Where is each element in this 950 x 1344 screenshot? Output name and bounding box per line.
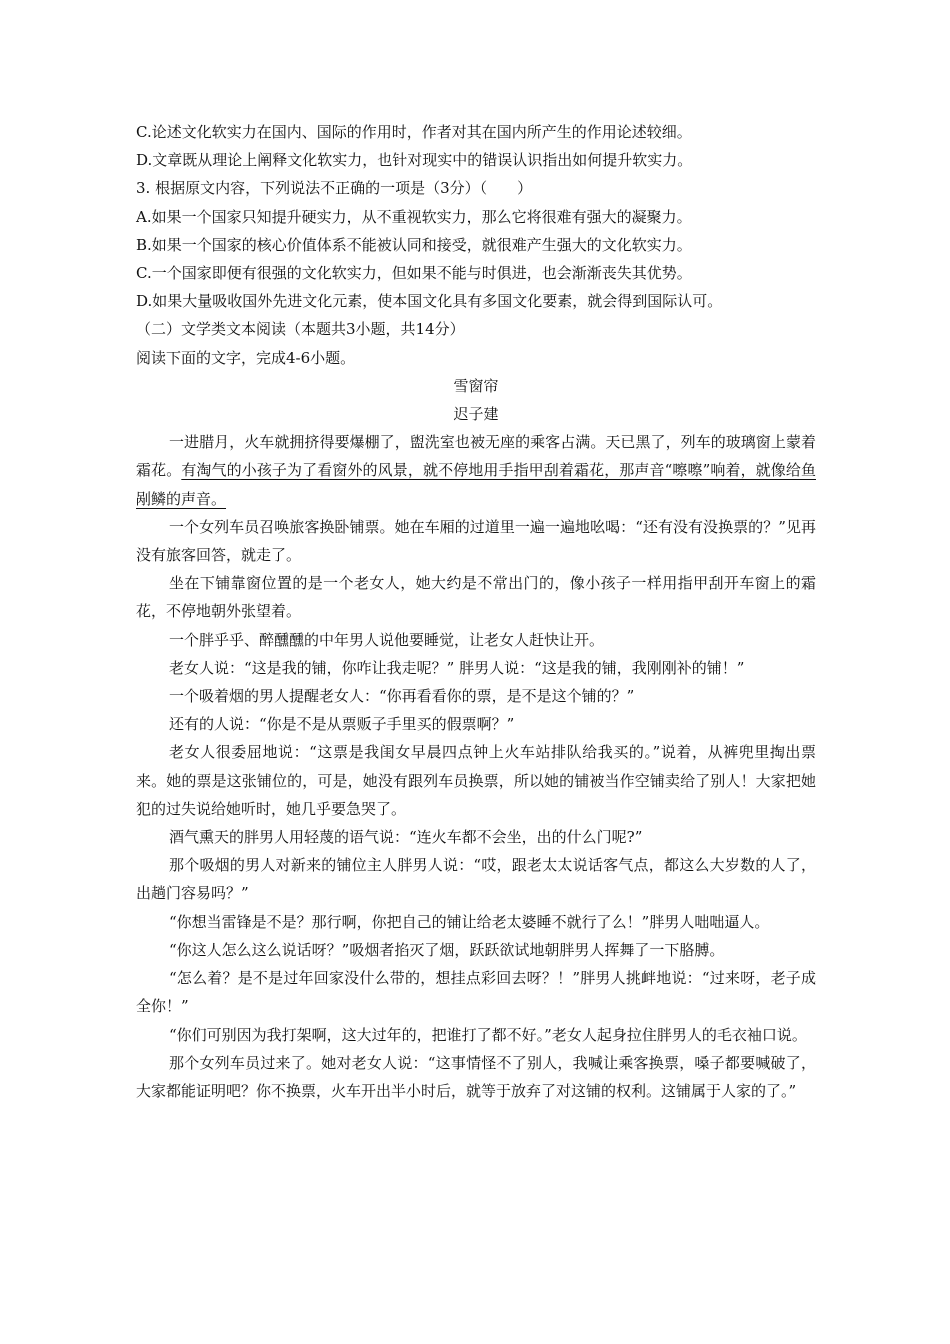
document-page: [136, 118, 816, 1105]
option-3a: A.如果一个国家只知提升硬实力，从不重视软实力，那么它将很难有强大的凝聚力。: [136, 207, 692, 226]
story-paragraph: “你想当雷锋是不是？那行啊，你把自己的铺让给老太婆睡不就行了么！”胖男人咄咄逼人。: [169, 912, 770, 931]
story-paragraph: 一个吸着烟的男人提醒老女人：“你再看看你的票，是不是这个铺的？”: [169, 687, 635, 706]
option-2c: C.论述文化软实力在国内、国际的作用时，作者对其在国内所产生的作用论述较细。: [136, 123, 692, 141]
story-paragraph: 一个女列车员召唤旅客换卧铺票。她在车厢的过道里一遍一遍地吆喝：“还有没有没换票的？”见再没有旅客回答，就走了。: [136, 517, 816, 565]
story-paragraph: “你这人怎么这么说话呀？”吸烟者掐灭了烟，跃跃欲试地朝胖男人挥舞了一下胳膊。: [169, 940, 725, 959]
paragraph-text: 一进腊月，火车就拥挤得要爆棚了，盥洗室也被无座的乘客占满。天已黑了，列车的玻璃窗上蒙着霜花。: [136, 433, 816, 480]
option-3b: B.如果一个国家的核心价值体系不能被认同和接受，就很难产生强大的文化软实力。: [136, 235, 692, 254]
option-2d: D.文章既从理论上阐释文化软实力，也针对现实中的错误认识指出如何提升软实力。: [136, 151, 693, 170]
story-paragraph: 还有的人说：“你是不是从票贩子手里买的假票啊？”: [169, 715, 515, 734]
story-title: 雪窗帘: [453, 376, 499, 395]
story-paragraph: 老女人很委屈地说：“这票是我闺女早晨四点钟上火车站排队给我买的。”说着，从裤兜里掏出票来。她的票是这张铺位的，可是，她没有跟列车员换票，所以她的铺被当作空铺卖给了别人！大家把她犯的过失说给她听时，她几乎要急哭了。: [136, 743, 816, 818]
question-3-stem: 3. 根据原文内容，下列说法不正确的一项是（3分）（ ）: [136, 179, 533, 198]
story-paragraph: 一个胖乎乎、醉醺醺的中年男人说他要睡觉，让老女人赶快让开。: [169, 630, 605, 649]
story-author: 迟子建: [453, 405, 499, 424]
story-paragraph: “怎么着？是不是过年回家没什么带的，想挂点彩回去呀？！”胖男人挑衅地说：“过来呀，老子成全你！”: [136, 969, 816, 1016]
option-3d: D.如果大量吸收国外先进文化元素，使本国文化具有多国文化要素，就会得到国际认可。: [136, 292, 723, 311]
story-paragraph: “你们可别因为我打架啊，这大过年的，把谁打了都不好。”老女人起身拉住胖男人的毛衣袖口说。: [169, 1025, 807, 1044]
story-paragraph: 老女人说：“这是我的铺，你咋让我走呢？” 胖男人说：“这是我的铺，我刚刚补的铺！”: [169, 658, 745, 677]
option-3c: C.一个国家即便有很强的文化软实力，但如果不能与时俱进，也会渐渐丧失其优势。: [136, 264, 692, 283]
story-paragraph: 坐在下铺靠窗位置的是一个老女人，她大约是不常出门的，像小孩子一样用指甲刮开车窗上的霜花，不停地朝外张望着。: [136, 574, 816, 621]
story-paragraph: 酒气熏天的胖男人用轻蔑的语气说：“连火车都不会坐，出的什么门呢?”: [169, 828, 643, 847]
underlined-sentence: 有淘气的小孩子为了看窗外的风景，就不停地用手指甲刮着霜花，那声音“嚓嚓”响着，就像给鱼剐鳞的声音。: [136, 461, 816, 508]
story-paragraph: 那个女列车员过来了。她对老女人说：“这事情怪不了别人，我喊让乘客换票，嗓子都要喊破了，大家都能证明吧？你不换票，火车开出半小时后，就等于放弃了对这铺的权利。这铺属于人家的了。”: [136, 1053, 816, 1100]
story-paragraph: [136, 428, 816, 513]
section-heading: （二）文学类文本阅读（本题共3小题，共14分）: [136, 320, 465, 339]
story-paragraph: 那个吸烟的男人对新来的铺位主人胖男人说：“哎，跟老太太说话客气点，都这么大岁数的人了，出趟门容易吗？”: [136, 856, 816, 903]
reading-instruction: 阅读下面的文字，完成4-6小题。: [136, 348, 356, 367]
